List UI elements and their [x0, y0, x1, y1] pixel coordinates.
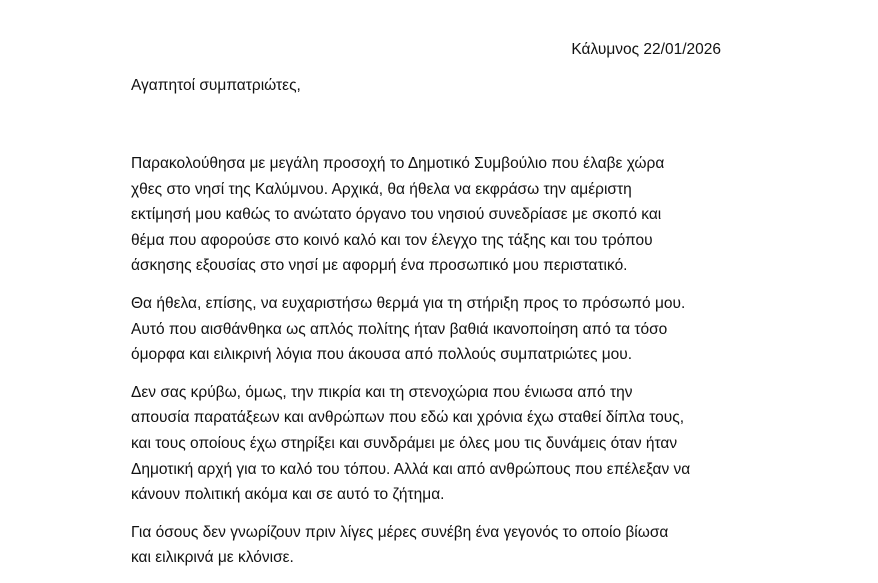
paragraph-line: κάνουν πολιτική ακόμα και σε αυτό το ζήτημα.	[131, 486, 445, 504]
paragraph-line: και τους οποίους έχω στηρίξει και συνδράμει με όλες μου τις δυνάμεις όταν ήταν	[131, 434, 678, 452]
paragraph-1	[131, 151, 751, 279]
place-date: Κάλυμνος 22/01/2026	[571, 41, 721, 58]
paragraph-line: χθες στο νησί της Καλύμνου. Αρχικά, θα ήθελα να εκφράσω την αμέριστη	[131, 180, 632, 198]
paragraph-line: Θα ήθελα, επίσης, να ευχαριστήσω θερμά για τη στήριξη προς το πρόσωπό μου.	[131, 294, 686, 312]
paragraph-line: εκτίμησή μου καθώς το ανώτατο όργανο του νησιού συνεδρίασε με σκοπό και	[131, 206, 662, 224]
paragraph-line: Δεν σας κρύβω, όμως, την πικρία και τη στενοχώρια που ένιωσα από την	[131, 383, 633, 401]
paragraph-line: όμορφα και ειλικρινή λόγια που άκουσα από πολλούς συμπατριώτες μου.	[131, 346, 633, 364]
paragraph-line: απουσία παρατάξεων και ανθρώπων που εδώ και χρόνια έχω σταθεί δίπλα τους,	[131, 409, 685, 427]
paragraph-2	[131, 291, 751, 368]
paragraph-line: Δημοτική αρχή για το καλό του τόπου. Αλλά και από ανθρώπους που επέλεξαν να	[131, 460, 691, 478]
paragraph-line: άσκησης εξουσίας στο νησί με αφορμή ένα προσωπικό μου περιστατικό.	[131, 257, 628, 275]
paragraph-line: θέμα που αφορούσε στο κοινό καλό και τον έλεγχο της τάξης και του τρόπου	[131, 231, 653, 249]
paragraph-line: Για όσους δεν γνωρίζουν πριν λίγες μέρες συνέβη ένα γεγονός το οποίο βίωσα	[131, 523, 669, 541]
paragraph-line: Αυτό που αισθάνθηκα ως απλός πολίτης ήταν βαθιά ικανοποίηση από τα τόσο	[131, 320, 668, 338]
paragraph-4	[131, 520, 751, 571]
paragraph-line: Παρακολούθησα με μεγάλη προσοχή το Δημοτικό Συμβούλιο που έλαβε χώρα	[131, 155, 665, 172]
paragraph-line: και ειλικρινά με κλόνισε.	[131, 549, 294, 567]
salutation: Αγαπητοί συμπατριώτες,	[131, 77, 301, 94]
letter-body	[131, 151, 751, 583]
paragraph-3	[131, 380, 751, 508]
